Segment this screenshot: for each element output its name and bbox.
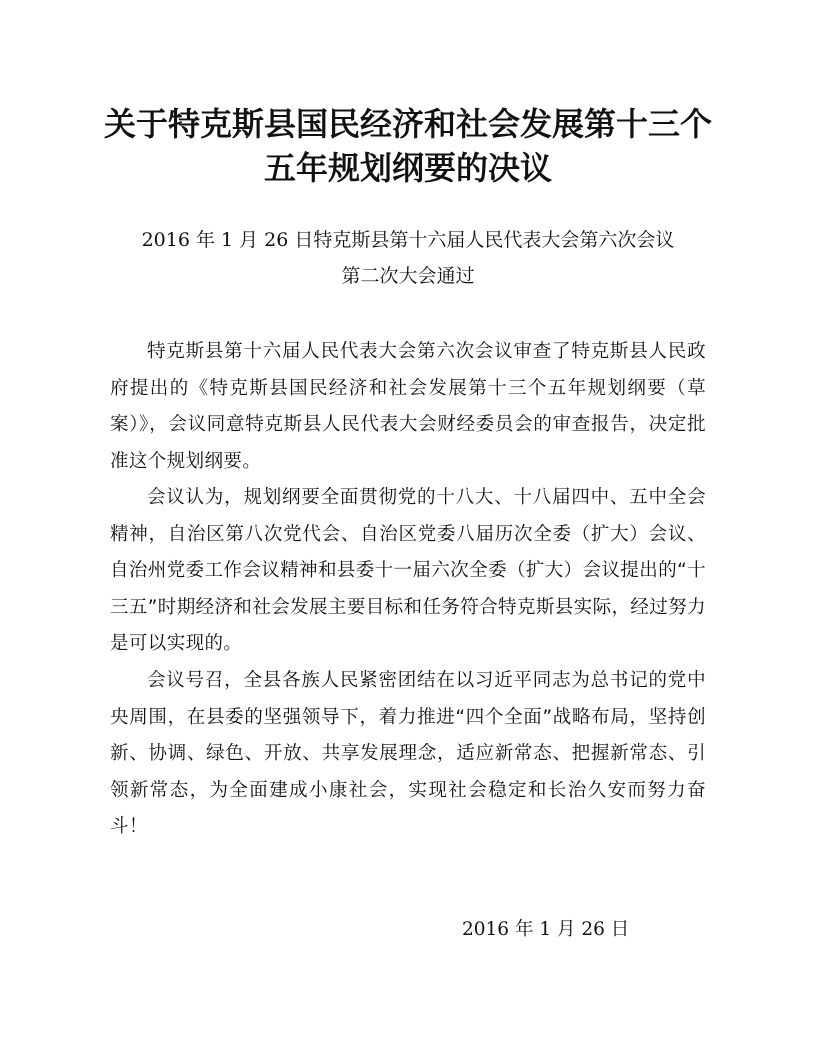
body-paragraph-2: 会议认为，规划纲要全面贯彻党的十八大、十八届四中、五中全会精神，自治区第八次党代会、自治区党委八届历次全委（扩大）会议、自治州党委工作会议精神和县委十一届六次全委（扩大）会议提出的“十三五”时期经济和社会发展主要目标和任务符合特克斯县实际，经过努力是可以实现的。 xyxy=(110,487,706,654)
document-subtitle-line-1: 2016 年 1 月 26 日特克斯县第十六届人民代表大会第六次会议 xyxy=(141,229,675,251)
document-title-line-1: 关于特克斯县国民经济和社会发展第十三个 xyxy=(103,105,712,143)
body-paragraph-1: 特克斯县第十六届人民代表大会第六次会议审查了特克斯县人民政府提出的《特克斯县国民经济和社会发展第十三个五年规划纲要（草案）》，会议同意特克斯县人民代表大会财经委员会的审查报告，决定批准这个规划纲要。 xyxy=(110,341,706,472)
document-date: 2016 年 1 月 26 日 xyxy=(462,919,630,940)
document-subtitle-line-2: 第二次大会通过 xyxy=(341,265,475,287)
body-paragraph-3: 会议号召，全县各族人民紧密团结在以习近平同志为总书记的党中央周围，在县委的坚强领导下，着力推进“四个全面”战略布局，坚持创新、协调、绿色、开放、共享发展理念，适应新常态、把握新常态、引领新常态，为全面建成小康社会，实现社会稳定和长治久安而努力奋斗！ xyxy=(110,670,706,837)
document-title-line-2: 五年规划纲要的决议 xyxy=(263,149,552,187)
